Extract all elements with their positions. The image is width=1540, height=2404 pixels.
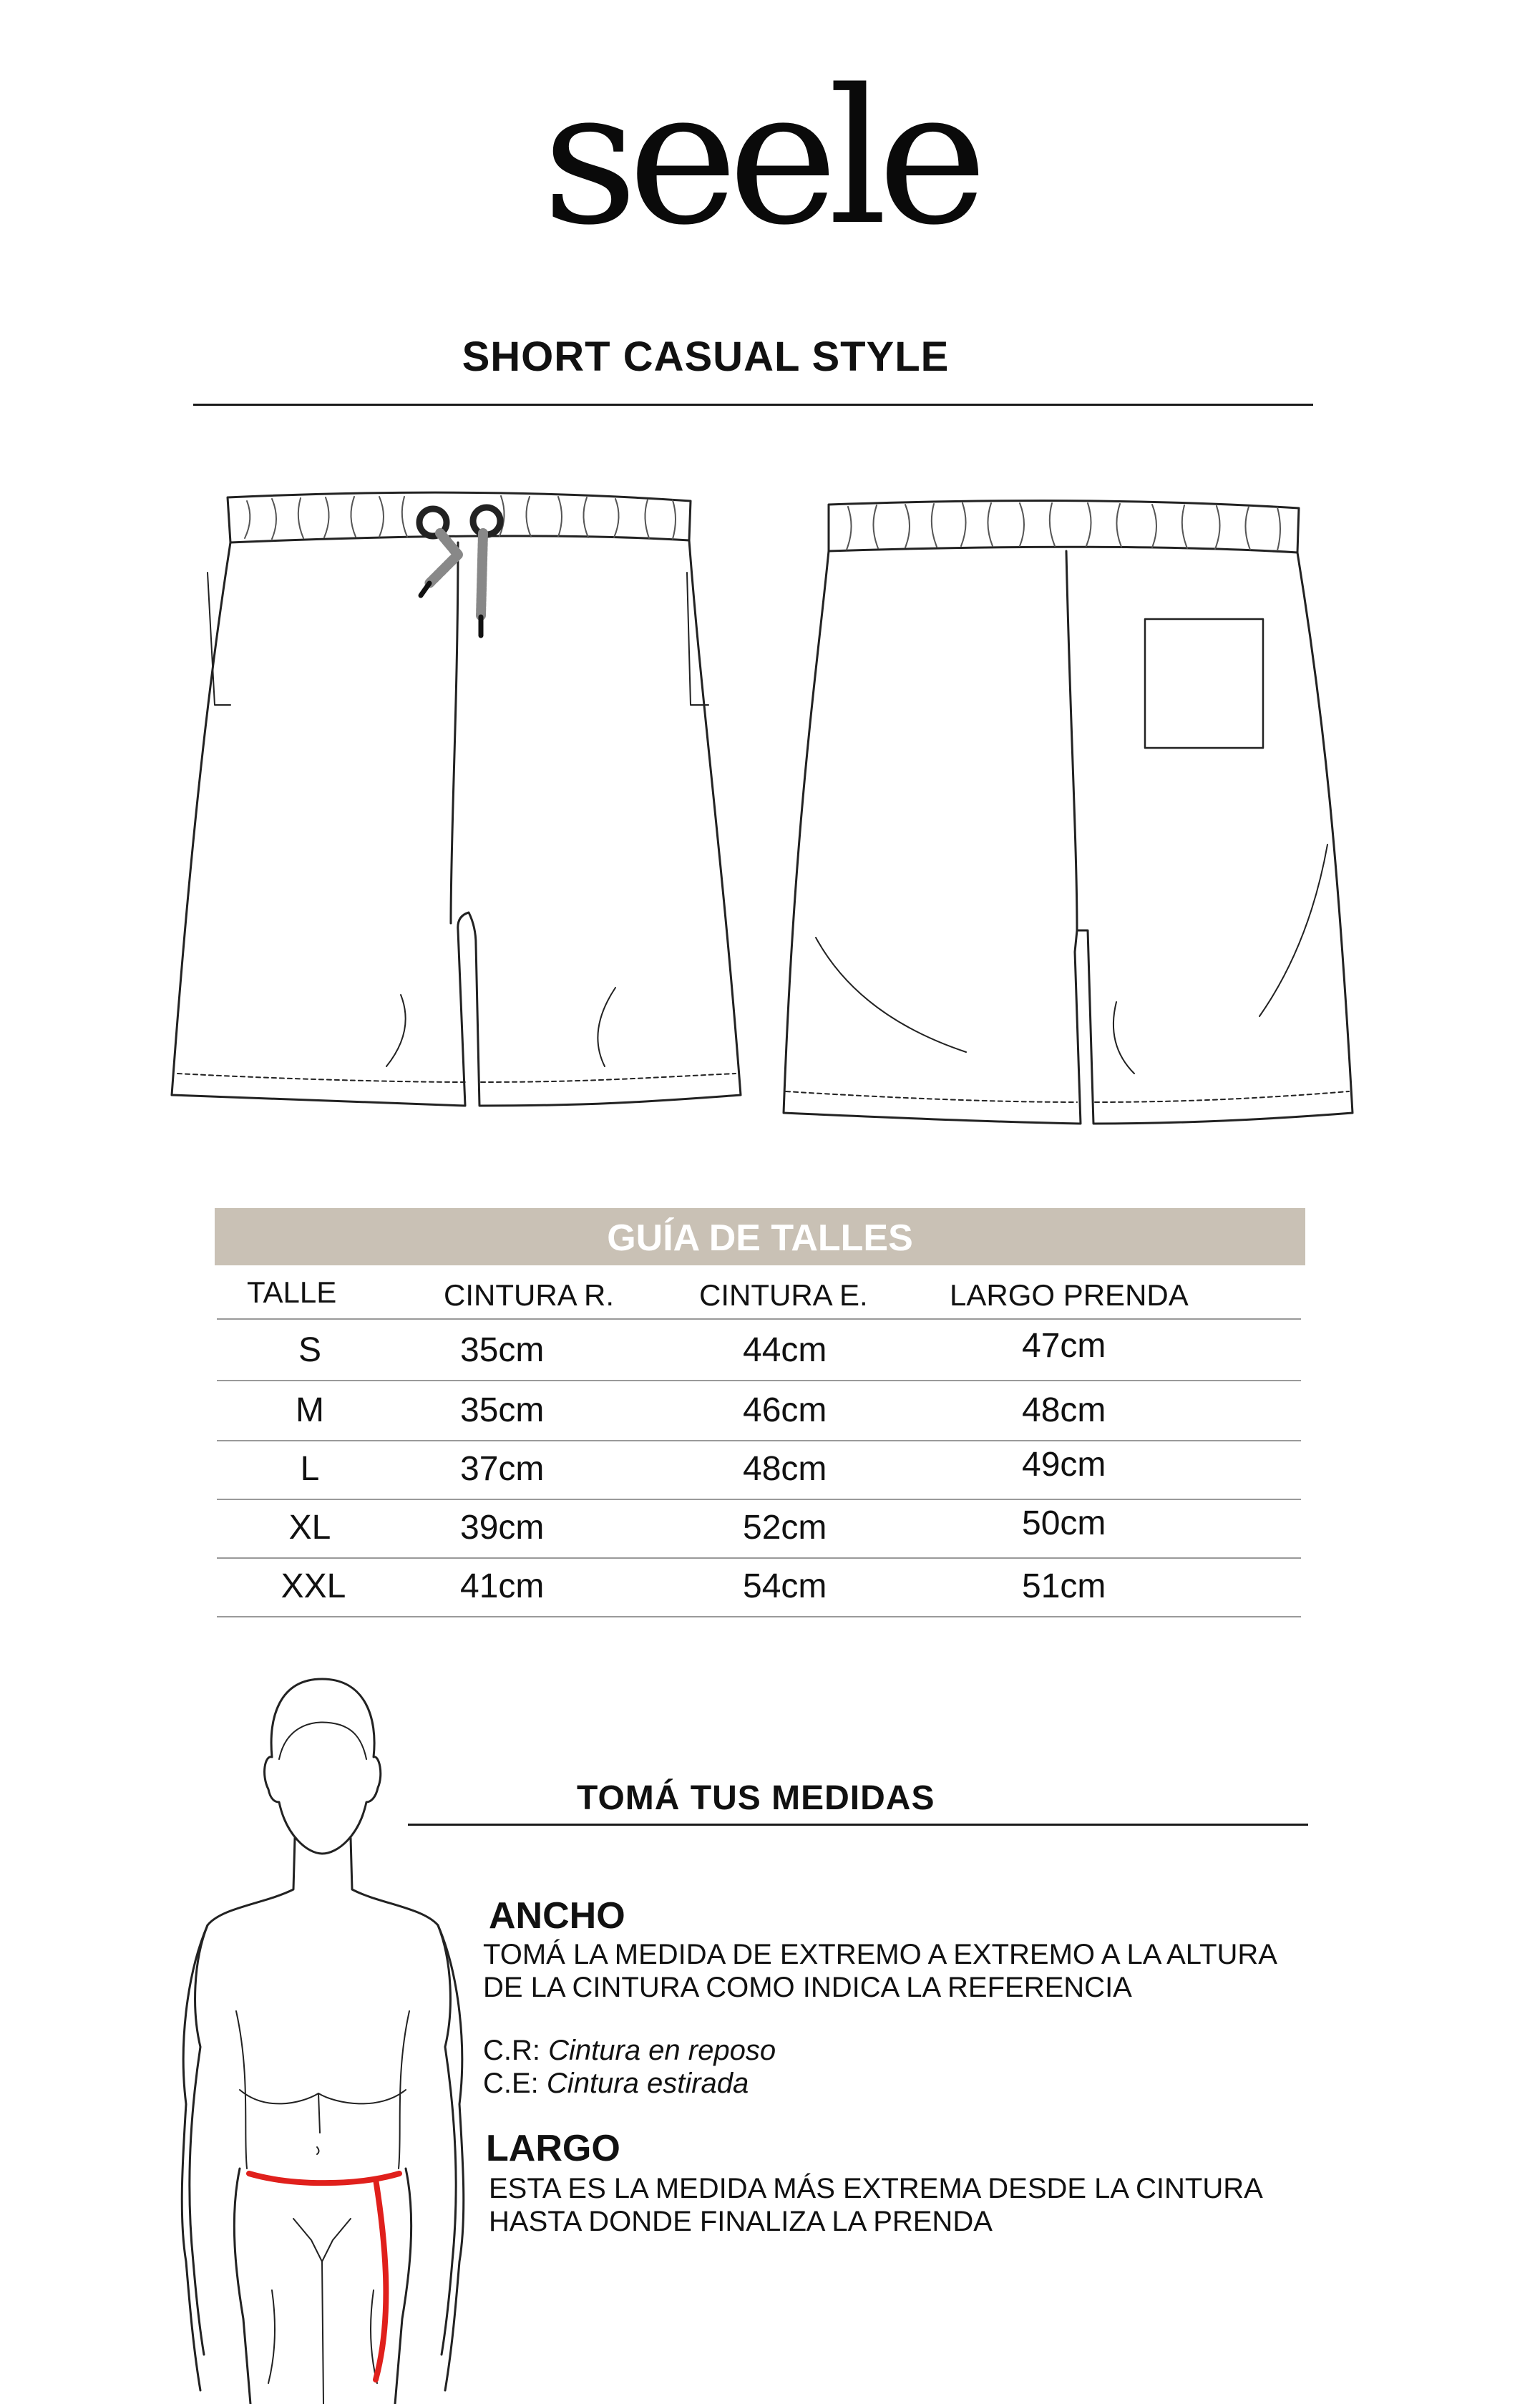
column-header-cintura-r: CINTURA R. [444,1278,615,1312]
cintura-r-cell: 39cm [460,1509,545,1547]
cintura-e-cell: 52cm [743,1509,827,1547]
largo-cell: 51cm [1022,1567,1106,1605]
length-indicator [376,2179,386,2380]
header-divider [217,1318,1301,1320]
ancho-title: ANCHO [489,1895,625,1937]
title-divider [193,404,1313,406]
shorts-technical-drawing [0,458,1540,1159]
legend-ce [483,2067,749,2100]
size-cell: S [298,1331,321,1369]
brand-logo [0,43,1540,272]
table-row [217,1440,1301,1500]
cintura-r-cell: 35cm [460,1331,545,1369]
table-row [217,1557,1301,1617]
cintura-r-cell: 35cm [460,1391,545,1429]
size-cell: XXL [281,1567,346,1605]
ancho-line-1: TOMÁ LA MEDIDA DE EXTREMO A EXTREMO A LA ALTURA [483,1939,1277,1970]
cintura-e-cell: 54cm [743,1567,827,1605]
column-header-cintura-e: CINTURA E. [699,1278,868,1312]
size-cell: L [300,1450,320,1488]
shorts-back-view [784,501,1353,1124]
size-cell: XL [288,1509,331,1547]
body-measurement-figure [172,1675,472,2404]
size-cell: M [296,1391,324,1429]
largo-cell: 49cm [1022,1446,1106,1484]
largo-cell: 47cm [1022,1327,1106,1365]
largo-title: LARGO [486,2128,620,2169]
cintura-r-cell: 41cm [460,1567,545,1605]
cintura-e-cell: 46cm [743,1391,827,1429]
table-row [217,1321,1301,1381]
legend-ce-abbr: C.E: [483,2068,539,2099]
cintura-e-cell: 48cm [743,1450,827,1488]
table-row [217,1499,1301,1559]
measures-heading: TOMÁ TUS MEDIDAS [577,1779,935,1817]
largo-line-1: ESTA ES LA MEDIDA MÁS EXTREMA DESDE LA CINTURA [489,2173,1263,2204]
legend-cr [483,2034,776,2067]
legend-cr-desc: Cintura en reposo [548,2035,776,2066]
measures-divider [408,1824,1308,1826]
cintura-e-cell: 44cm [743,1331,827,1369]
brand-logo-text: seele [542,50,978,266]
table-row [217,1381,1301,1441]
column-header-talle: TALLE [247,1275,337,1309]
column-header-largo-prenda: LARGO PRENDA [950,1278,1189,1312]
legend-cr-abbr: C.R: [483,2035,540,2066]
shorts-front-view [172,492,741,1106]
largo-line-2: HASTA DONDE FINALIZA LA PRENDA [489,2206,993,2237]
page-title: SHORT CASUAL STYLE [462,334,950,380]
cintura-r-cell: 37cm [460,1450,545,1488]
size-guide-header: GUÍA DE TALLES [215,1208,1305,1265]
largo-cell: 48cm [1022,1391,1106,1429]
legend-ce-desc: Cintura estirada [546,2068,749,2099]
ancho-line-2: DE LA CINTURA COMO INDICA LA REFERENCIA [483,1972,1132,2003]
largo-cell: 50cm [1022,1504,1106,1542]
